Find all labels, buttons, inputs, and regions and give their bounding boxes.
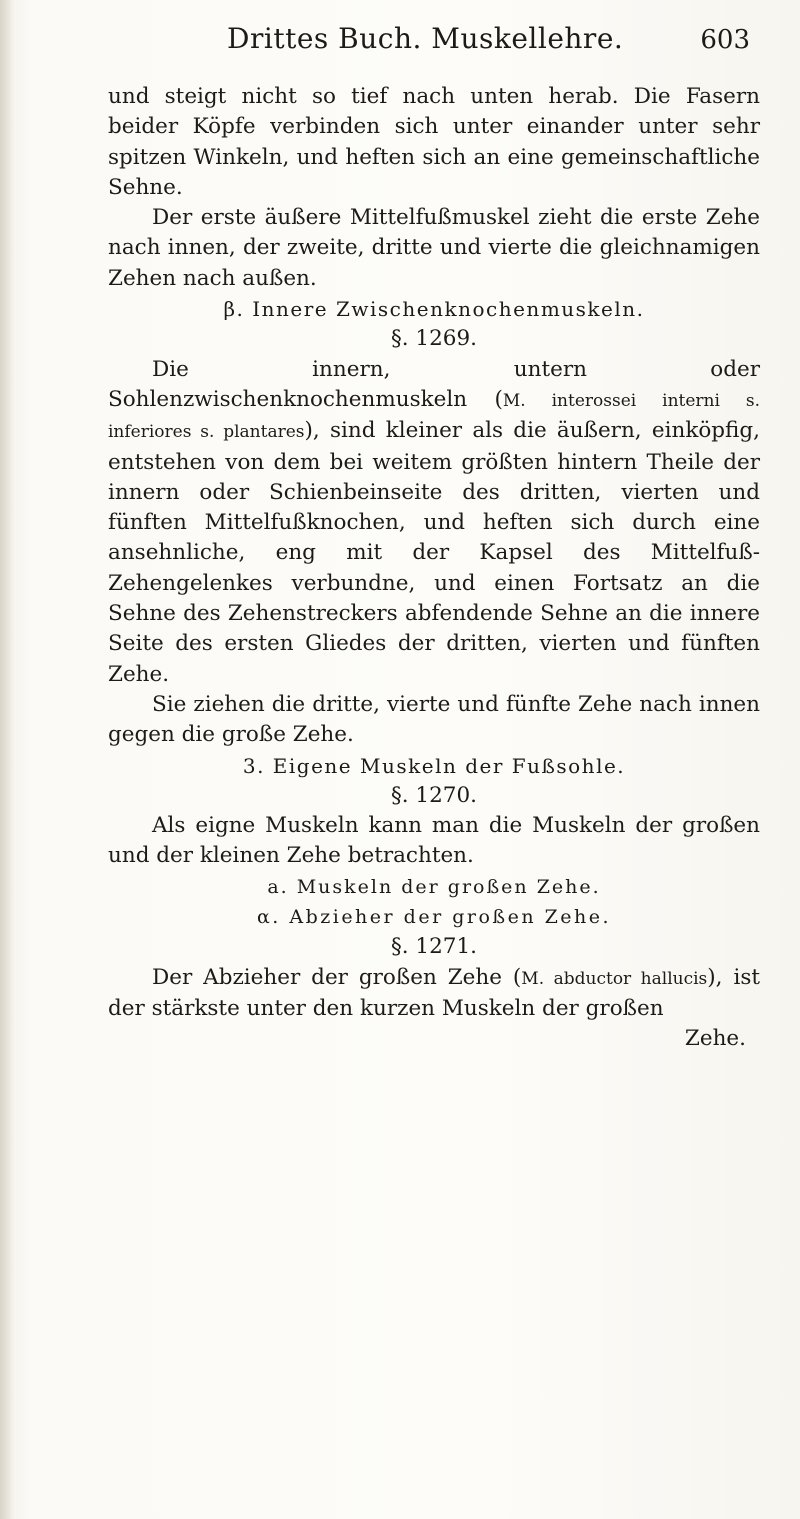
paragraph-5: Als eigne Muskeln kann man die Muskeln der großen und der kleinen Zehe betrachten.	[108, 813, 760, 869]
page-number: 603	[700, 25, 750, 55]
paragraph-3-start: Die innern, untern oder Sohlenzwischenknochenmuskeln (	[108, 356, 760, 412]
paragraph-2: Der erste äußere Mittelfußmuskel zieht die erste Zehe nach innen, der zweite, dritte und vierte die gleichnamigen Zehen nach außen.	[108, 205, 760, 291]
paragraph-6	[108, 963, 760, 1025]
heading-inner-interossei: β. Innere Zwischenknochenmuskeln.	[223, 297, 645, 322]
section-1270: §. 1270.	[391, 782, 477, 808]
latin-term-interossei: M. interossei interni s. inferiores s. plantares	[108, 390, 761, 443]
page-header	[110, 22, 750, 55]
paragraph-6-rest: ), ist der stärkste unter den kurzen Muskeln der großen	[108, 964, 760, 1021]
paragraph-4: Sie ziehen die dritte, vierte und fünfte Zehe nach innen gegen die große Zehe.	[108, 691, 760, 748]
paragraph-1: und steigt nicht so tief nach unten herab. Die Fasern beider Köpfe verbinden sich unter einander unter sehr spitzen Winkeln, und heften sich an eine gemeinschaftliche Sehne.	[108, 84, 760, 200]
latin-term-abductor: M. abductor hallucis	[521, 968, 708, 989]
paragraph-6-start: Der Abzieher der großen Zehe (	[152, 964, 522, 990]
heading-great-toe-muscles: a. Muskeln der großen Zehe.	[267, 875, 601, 898]
page-spine-shadow	[0, 0, 14, 1519]
paragraph-3-rest: ), sind kleiner als die äußern, einköpfig, entstehen von dem bei weitem größten hintern Theile der innern oder Schienbeinseite des dritten, vierten und fünften Mittelfußknochen, und heften sich durch eine ansehnliche, eng mit der Kapsel des Mittelfuß-Zehengelenkes verbundne, und einen Fortsatz an die Sehne des Zehenstreckers abfendende Sehne an die innere Seite des ersten Gliedes der dritten, vierten und fünften Zehe.	[108, 418, 760, 687]
section-1269: §. 1269.	[391, 326, 477, 352]
heading-sole-muscles: 3. Eigene Muskeln der Fußsohle.	[242, 753, 626, 778]
paragraph-3	[108, 355, 760, 690]
section-1271: §. 1271.	[391, 934, 477, 960]
running-head: Drittes Buch. Muskellehre.	[227, 22, 624, 55]
catchword: Zehe.	[684, 1026, 746, 1052]
text-block	[108, 82, 760, 1055]
heading-abductor: α. Abzieher der großen Zehe.	[256, 906, 612, 929]
